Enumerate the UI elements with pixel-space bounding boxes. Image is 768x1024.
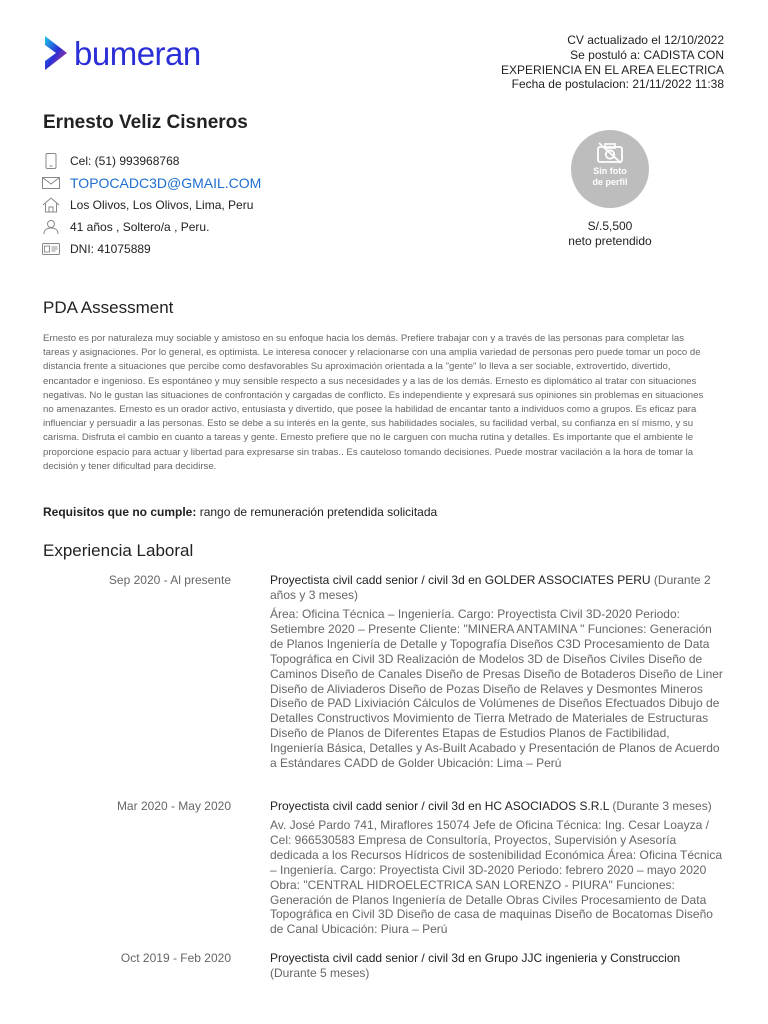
email-link[interactable]: TOPOCADC3D@GMAIL.COM	[70, 175, 262, 191]
requirements-value: rango de remuneración pretendida solicitada	[199, 505, 438, 519]
photo-label-line2: de perfil	[592, 177, 628, 187]
experience-title	[270, 951, 726, 981]
salary-label: neto pretendido	[568, 234, 652, 248]
experience-item	[270, 951, 726, 981]
dni-text: DNI: 41075889	[70, 242, 151, 256]
experience-description: Área: Oficina Técnica – Ingeniería. Cargo: Proyectista Civil 3D-2020 Periodo: Setiembre 2020 – Presente Cliente: "MINERA ANTAMINA " Funciones: Generación de Planos Ingeniería de Detalle y Topografía Diseños C3D Procesamiento de Data Topográfica en Civil 3D Realización de Modelos 3D de Diseños Civiles Diseño de Caminos Diseño de Canales Diseño de Presas Diseño de Botaderos Diseño de Liner Diseño de Aliviaderos Diseño de Pozas Diseño de Relaves y Desmontes Mineros Diseño de PAD Lixiviación Cálculos de Volúmenes de Diseños Efectuados Dibujo de Detalles Constructivos Movimiento de Tierra Metrado de Materiales de Estructuras Diseño de Planos de Diferentes Etapas de Estudios Planos de Factibilidad, Ingeniería Básica, Detalles y As-Built Acabado y Presentación de Planos de Acuerdo a Estándares CADD de Golder Ubicación: Lima – Perú	[270, 607, 723, 771]
phone-text: Cel: (51) 993968768	[70, 154, 180, 168]
personal-text: 41 años , Soltero/a , Peru.	[70, 220, 210, 234]
requirements-not-met	[43, 505, 437, 519]
experience-date: Sep 2020 - Al presente	[108, 573, 231, 587]
phone-icon	[42, 153, 60, 169]
experience-duration: (Durante 2 años y 3 meses)	[270, 573, 711, 602]
camera-off-icon	[596, 142, 624, 169]
applied-position-line1: Se postuló a: CADISTA CON	[570, 47, 724, 62]
applied-position-line2: EXPERIENCIA EN EL AREA ELECTRICA	[501, 62, 724, 77]
candidate-name: Ernesto Veliz Cisneros	[43, 112, 248, 133]
experience-duration: (Durante 3 meses)	[612, 799, 712, 813]
experience-date: Oct 2019 - Feb 2020	[120, 951, 231, 965]
address-row	[42, 194, 362, 216]
requirements-label: Requisitos que no cumple:	[43, 505, 197, 519]
photo-label-line1: Sin foto	[593, 166, 627, 176]
experience-description: Av. José Pardo 741, Miraflores 15074 Jefe de Oficina Técnica: Ing. Cesar Loayza / Cel: 966530583 Empresa de Consultoría, Proyectos, Supervisión y Asesoría dedicada a los Recursos Hídricos de sostenibilidad Económica Área: Oficina Técnica – Ingeniería. Cargo: Proyectista Civil 3D-2020 Periodo: febrero 2020 – mayo 2020 Obra: "CENTRAL HIDROELECTRICA SAN LORENZO - PIURA" Funciones: Generación de Planos Ingeniería de Detalle Obras Civiles Procesamiento de Data Topográfica en Civil 3D Diseño de casa de maquinas Diseño de Bocatomas Diseño de Canal Ubicación: Piura – Perú	[270, 818, 723, 937]
experience-item	[270, 799, 726, 937]
profile-photo-placeholder	[571, 130, 649, 208]
experience-title	[270, 573, 726, 603]
experience-position: Proyectista civil cadd senior / civil 3d en HC ASOCIADOS S.R.L	[270, 799, 610, 813]
bumeran-logo-icon	[42, 34, 70, 72]
application-date: Fecha de postulacion: 21/11/2022 11:38	[511, 77, 724, 92]
id-card-icon	[42, 241, 60, 257]
pda-text: Ernesto es por naturaleza muy sociable y amistoso en su enfoque hacia los demás. Prefiere trabajar con y a través de las personas para completar las tareas y asignaciones. Por lo general, es optimista. Le interesa conocer y relacionarse con una amplia variedad de personas pero puede tomar un poco de distancia frente a situaciones que percibe como desfavorables Su aproximación orientada a la "gente" lo lleva a ser sociable, extrovertido, divertido, encantador e ingenioso. Es espontáneo y muy sensible respecto a sus necesidades y a las de los demás. Ernesto es diplomático al tratar con situaciones negativas. No le gustan las situaciones de confrontación y cargadas de conflicto. Es independiente y expresará sus opiniones sin problemas en situaciones no amenazantes. Ernesto es un orador activo, entusiasta y divertido, que posee la habilidad de encantar tanto a individuos como a grupos. Es eficaz para influenciar y persuadir a las personas. Esto se debe a su interés en la gente, sus habilidades sociales, su facilidad verbal, su confianza en sí mismo, y su carisma. Disfruta el cambio en cuanto a tareas y gente. Ernesto prefiere que no le carguen con mucha rutina y detalles. Es importante que el ambiente le proporcione espacio para actuar y libertad para expresarse sin trabas.. Es cauteloso tomando decisiones. Puede mostrar vacilación a la hora de tomar la decisión y tener dificultad para decidirse.	[43, 333, 704, 472]
salary-value: S/.5,500	[587, 219, 633, 233]
photo-label	[571, 166, 649, 188]
home-icon	[42, 197, 60, 213]
bumeran-logo[interactable]	[42, 34, 201, 72]
logo-text: bumeran	[74, 34, 201, 72]
cv-updated: CV actualizado el 12/10/2022	[567, 33, 724, 47]
experience-duration: (Durante 5 meses)	[270, 966, 370, 980]
mail-icon	[42, 175, 60, 191]
personal-row	[42, 216, 362, 238]
dni-row	[42, 238, 362, 260]
cv-meta	[424, 33, 724, 92]
address-text: Los Olivos, Los Olivos, Lima, Peru	[70, 198, 254, 212]
experience-heading: Experiencia Laboral	[43, 541, 194, 560]
experience-date: Mar 2020 - May 2020	[116, 799, 231, 813]
email-row	[42, 172, 362, 194]
experience-title	[270, 799, 726, 814]
experience-position: Proyectista civil cadd senior / civil 3d en GOLDER ASSOCIATES PERU	[270, 573, 651, 587]
experience-item	[270, 573, 726, 771]
pda-heading: PDA Assessment	[43, 298, 174, 317]
experience-position: Proyectista civil cadd senior / civil 3d en Grupo JJC ingenieria y Construccion	[270, 951, 681, 965]
salary-expectation	[545, 219, 675, 249]
phone-row	[42, 150, 362, 172]
user-icon	[42, 219, 60, 235]
contact-info	[42, 150, 362, 260]
